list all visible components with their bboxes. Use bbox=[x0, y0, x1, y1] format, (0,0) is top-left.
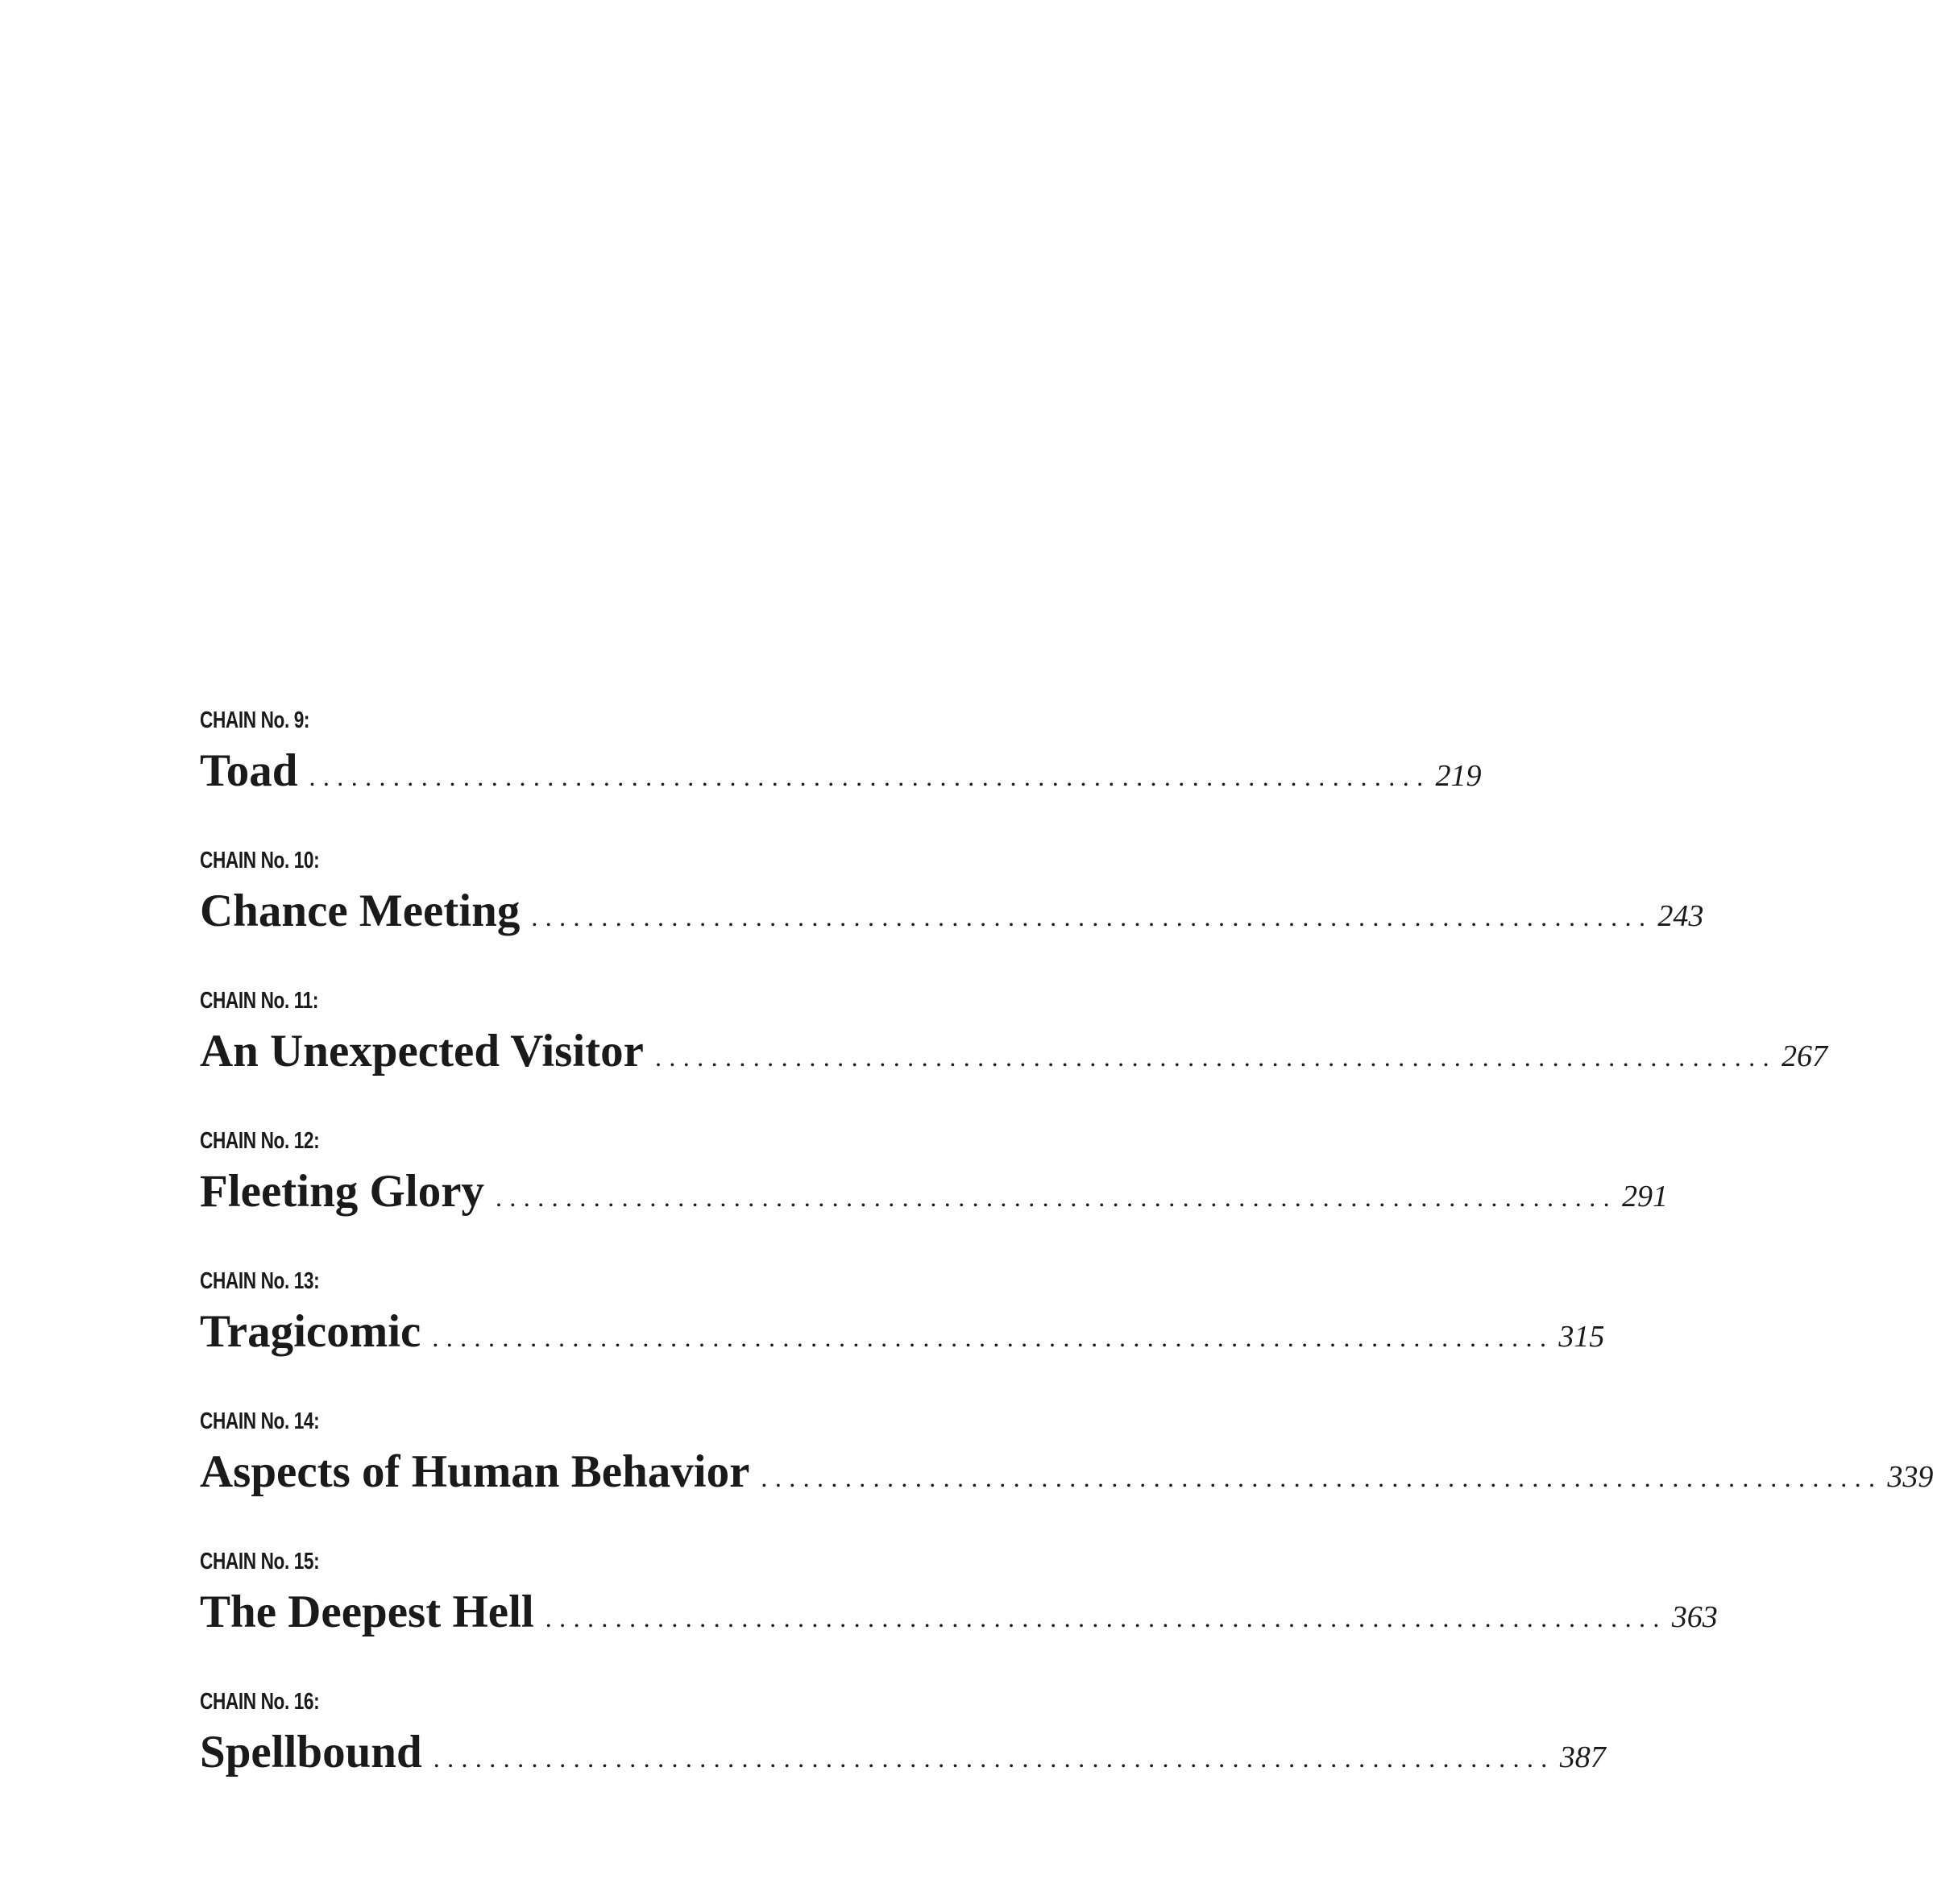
chapter-title: Tragicomic bbox=[200, 1306, 421, 1357]
dot-leader: ................................................................................ bbox=[531, 902, 1653, 931]
chapter-title: Chance Meeting bbox=[200, 886, 521, 936]
toc-entry[interactable] bbox=[200, 981, 1827, 1122]
toc-entry[interactable] bbox=[200, 841, 1704, 981]
page-number: 267 bbox=[1781, 1039, 1827, 1073]
chapter-title: Aspects of Human Behavior bbox=[200, 1446, 750, 1497]
toc-entry[interactable] bbox=[200, 1542, 1718, 1682]
title-line bbox=[200, 885, 1704, 937]
chain-label: CHAIN No. 10: bbox=[200, 848, 320, 873]
dot-leader: ................................................................................ bbox=[654, 1043, 1777, 1072]
page-number: 339 bbox=[1887, 1460, 1933, 1494]
toc-entry[interactable] bbox=[200, 1122, 1668, 1262]
title-line bbox=[200, 1025, 1827, 1077]
toc-entry[interactable] bbox=[200, 1262, 1605, 1402]
chain-label: CHAIN No. 9: bbox=[200, 707, 310, 733]
page-number: 291 bbox=[1622, 1180, 1668, 1213]
title-line bbox=[200, 1165, 1668, 1217]
chapter-title: Toad bbox=[200, 745, 298, 796]
chapter-title: Spellbound bbox=[200, 1727, 422, 1777]
dot-leader: ................................................................................ bbox=[433, 1744, 1555, 1773]
page-number: 219 bbox=[1435, 759, 1482, 793]
chain-label: CHAIN No. 11: bbox=[200, 988, 319, 1014]
title-line bbox=[200, 1586, 1718, 1638]
chain-label: CHAIN No. 14: bbox=[200, 1408, 320, 1434]
title-line bbox=[200, 1305, 1605, 1358]
chain-label: CHAIN No. 15: bbox=[200, 1549, 320, 1574]
title-line bbox=[200, 1446, 1933, 1498]
dot-leader: ................................................................................ bbox=[432, 1323, 1554, 1352]
chapter-title: Fleeting Glory bbox=[200, 1166, 484, 1217]
chapter-title: An Unexpected Visitor bbox=[200, 1026, 644, 1076]
title-line bbox=[200, 745, 1482, 797]
dot-leader: ................................................................................ bbox=[761, 1463, 1883, 1492]
chapter-title: The Deepest Hell bbox=[200, 1587, 534, 1637]
title-line bbox=[200, 1726, 1606, 1778]
dot-leader: ................................................................................ bbox=[545, 1603, 1667, 1632]
toc-entry[interactable] bbox=[200, 1682, 1606, 1823]
page-number: 363 bbox=[1671, 1600, 1718, 1634]
toc-entry[interactable] bbox=[200, 1402, 1933, 1542]
table-of-contents bbox=[200, 701, 1933, 1823]
page-number: 315 bbox=[1558, 1320, 1605, 1354]
chain-label: CHAIN No. 13: bbox=[200, 1268, 320, 1294]
dot-leader: ................................................................................ bbox=[309, 762, 1431, 791]
page-number: 387 bbox=[1559, 1740, 1606, 1774]
dot-leader: ................................................................................ bbox=[496, 1183, 1617, 1212]
page-number: 243 bbox=[1657, 899, 1704, 933]
chain-label: CHAIN No. 16: bbox=[200, 1689, 320, 1715]
chain-label: CHAIN No. 12: bbox=[200, 1128, 320, 1154]
toc-entry[interactable] bbox=[200, 701, 1482, 841]
